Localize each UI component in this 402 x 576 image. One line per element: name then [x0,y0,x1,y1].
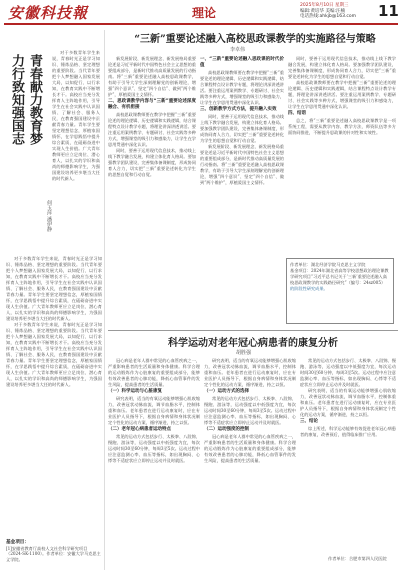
top-article-col1 [108,56,196,328]
left-article-paragraph-cont2: 对于多数青年学生来说，青春时光正是学习知识、锤炼品格、坚定理想的重要阶段。当代青年要把个人梦想融入国家发展大局，以知促行、以行求知，在教育实践中不断增长才干。高校应当充分发挥育人主阵地作用，引导学生在社会实践中认识国情、了解社会、服务人民，在教育强国建设中贡献青春力量。青年学生要坚定理想信念，厚植家国情怀，在学思践悟中提升综合素质，在砥砺奋进中实现人生价值。广大青年教师更应立足岗位、潜心育人，以扎实的学识和高尚的师德影响学生，为强国建设培养更多堪当大任的时代新人。 [6,322,102,387]
mid-article-para-a: 冠心病是老年人群中常见的心血管疾病之一，严重影响患者的生活质量和身体健康。科学合理的运动锻炼作为心脏康复的重要组成部分，能够有效改善患者的心肺功能，降低心血管事件的发生风险，提高患者的生活质量。 [108,358,200,387]
mid-article-para-d: 综上所述，科学运动能够有效促进老年冠心病患者的康复，改善预后，值得临床推广应用。 [300,426,396,437]
mid-article-col1 [108,358,200,572]
mid-article-author: 胡胜强 [236,350,252,356]
top-article-subhead-1: 一、“三新”重要论述融入思政课的时代价值 [200,57,284,68]
top-article-para-c: 同时，要善于运用现代信息技术，推动线上线下教学融合发展，构建立体化育人格局。要加强教学团队建设，完善集体备课制度，形成协同育人合力，切实把“三新”重要论述转化为学生的思想自觉和行动自觉。 [108,148,196,177]
mid-article-col3 [300,358,396,554]
mid-article-subhead-1: （一）科学运动与心脏康复 [108,389,162,394]
left-article-title-line2: 青春献力教育梦 [27,54,42,145]
left-article-byline: 何玉萍 潘伊静 [46,200,52,232]
left-article-title-line1: 力行致知强国志 [9,54,24,145]
top-article-para-c3: 同时，要善于运用现代信息技术，推动线上线下教学融合发展，构建立体化育人格局。要加强教学团队建设，完善集体备课制度，形成协同育人合力，切实把“三新”重要论述转化为学生的思想自觉和行动自觉。 [288,56,396,79]
mid-article-para-c2: 常见的运动方式包括步行、太极拳、八段锦、慢跑、游泳等，运动强度以中低强度为宜，每次运动时间30至60分钟，每周3至5次。运动过程中应注意监测心率、血压等指标，如出现胸闷、心悸等不适症状应立即停止运动并及时就医。 [204,396,296,425]
column-divider [104,30,105,570]
top-article-author: 李卓伟 [230,47,246,53]
mid-article-subhead-3: （一）运动方式的选择 [204,389,249,394]
top-article-para-b3: 高校思政课教师要在教学中把握“三新”重要论述的理论逻辑、历史逻辑和实践逻辑，结合课程特点设计教学专题，将理论讲深讲透讲活。要注重运用案例教学、专题研讨、社会实践等多种方式，增强课堂的吸引力和感染力，让学生在学思用贯通中深化认识。 [288,80,396,109]
author-info-box [286,258,394,324]
mid-article-para-b: 研究表明，适当的有氧运动能够增强心肌收缩力，改善冠状动脉血流，调节血脂水平，控制体重和血压。老年患者在进行运动康复时，应在专业医护人员指导下，根据自身病情和身体状况制定个性化的运动方案，循序渐进，持之以恒。 [108,396,200,425]
issue-date: 2025年8月10日 星期三 [300,3,349,8]
top-article-para-a: 新发展阶段、新发展理念、新发展格局重要论述是习近平新时代中国特色社会主义思想的重要组成部分，是新时代推动高质量发展的行动指南。将“三新”重要论述融入高校思政课教学，有助于引导大学生深刻理解党的创新理论，增强“四个意识”、坚定“四个自信”、做到“两个维护”，厚植爱国主义情怀。 [108,56,196,97]
mid-article-col2 [204,358,296,572]
top-article-subhead-2: 二、思政课教学内容与“三新”重要论述深度融合、有机衔接 [108,99,196,110]
top-article-col3 [288,56,396,254]
section-title: 理论 [192,6,217,20]
fund-highlight: 的阶段性研究成果。 [290,286,328,291]
mid-article-subhead-5: 三、结论 [300,419,318,424]
author-unit: 作者单位：湖北经济学院马克思主义学院 [290,262,366,267]
top-article-para-b2: 高校思政课教师要在教学中把握“三新”重要论述的理论逻辑、历史逻辑和实践逻辑，结合课程特点设计教学专题，将理论讲深讲透讲活。要注重运用案例教学、专题研讨、社会实践等多种方式，增强课堂的吸引力和感染力，让学生在学思用贯通中深化认识。 [200,70,284,105]
section-divider [108,330,398,331]
top-article-para-d: 总之，将“三新”重要论述融入高校思政课教学是一项系统工程，需要从教学内容、教学方法、师资队伍等多方面协同推进，不断提升思政课的针对性和实效性。 [288,118,396,135]
top-article-para-a2: 新发展阶段、新发展理念、新发展格局重要论述是习近平新时代中国特色社会主义思想的重要组成部分，是新时代推动高质量发展的行动指南。将“三新”重要论述融入高校思政课教学，有助于引导大学生深刻理解党的创新理论，增强“四个意识”、坚定“四个自信”、做到“两个维护”，厚植爱国主义情怀。 [200,144,284,185]
mid-article-para-c3: 常见的运动方式包括步行、太极拳、八段锦、慢跑、游泳等，运动强度以中低强度为宜，每次运动时间30至60分钟，每周3至5次。运动过程中应注意监测心率、血压等指标，如出现胸闷、心悸等不适症状应立即停止运动并及时就医。 [300,358,396,387]
top-article-title: “三新”重要论述融入高校思政课教学的实施路径与策略 [134,34,376,45]
masthead [0,0,402,24]
issue-meta [300,3,380,20]
left-article-footnote [6,540,102,572]
header-rule [4,23,398,25]
mid-article-subhead-4: （二）运动强度的控制 [204,427,249,432]
left-article-paragraph-cont: 对于多数青年学生来说，青春时光正是学习知识、锤炼品格、坚定理想的重要阶段。当代青年要把个人梦想融入国家发展大局，以知促行、以行求知，在教育实践中不断增长才干。高校应当充分发挥育人主阵地作用，引导学生在社会实践中认识国情、了解社会、服务人民，在教育强国建设中贡献青春力量。青年学生要坚定理想信念，厚植家国情怀，在学思践悟中提升综合素质，在砥砺奋进中实现人生价值。广大青年教师更应立足岗位、潜心育人，以扎实的学识和高尚的师德影响学生，为强国建设培养更多堪当大任的时代新人。 [6,256,102,321]
mid-article-title: 科学运动对老年冠心病患者的康复分析 [168,338,338,349]
newspaper-logo: 安徽科技報 [8,4,89,22]
mid-article-subhead-2: （二）老年冠心病患者运动特点 [108,427,171,432]
mid-article-author-note: 作者单位：合肥市第四人民医院 [328,556,387,561]
mid-article-para-b3: 研究表明，适当的有氧运动能够增强心肌收缩力，改善冠状动脉血流，调节血脂水平，控制体重和血压。老年患者在进行运动康复时，应在专业医护人员指导下，根据自身病情和身体状况制定个性化的运动方案，循序渐进，持之以恒。 [300,388,396,417]
fund-info: 基金项目：2024年湖北省高等学校思想政治理论课教学研究项目“习近平总书记关于‘三新’重要论述融入高校思政课教学的实践路径研究”（编号：24sz005） [290,268,389,285]
mid-article-para-c: 常见的运动方式包括步行、太极拳、八段锦、慢跑、游泳等，运动强度以中低强度为宜，每次运动时间30至60分钟，每周3至5次。运动过程中应注意监测心率、血压等指标，如出现胸闷、心悸等不适症状应立即停止运动并及时就医。 [108,434,200,463]
footnote-text: [1]安徽省教育厅高校人文社会科学研究项目（2024-SK-1100）。作者单位：安徽大学马克思主义学院。 [6,545,101,562]
contact-line: 电话热线:ahkjb@163.com [300,14,356,19]
left-article-paragraph: 对于多数青年学生来说，青春时光正是学习知识、锤炼品格、坚定理想的重要阶段。当代青年要把个人梦想融入国家发展大局，以知促行、以行求知，在教育实践中不断增长才干。高校应当充分发挥育人主阵地作用，引导学生在社会实践中认识国情、了解社会、服务人民，在教育强国建设中贡献青春力量。青年学生要坚定理想信念，厚植家国情怀，在学思践悟中提升综合素质，在砥砺奋进中实现人生价值。广大青年教师更应立足岗位、潜心育人，以扎实的学识和高尚的师德影响学生，为强国建设培养更多堪当大任的时代新人。 [52,50,100,181]
page-number: 11 [378,2,399,20]
footnote-title: 基金项目： [6,540,29,545]
top-article-para-b: 高校思政课教师要在教学中把握“三新”重要论述的理论逻辑、历史逻辑和实践逻辑，结合课程特点设计教学专题，将理论讲深讲透讲活。要注重运用案例教学、专题研讨、社会实践等多种方式，增强课堂的吸引力和感染力，让学生在学思用贯通中深化认识。 [108,112,196,147]
editor-line: 编辑:黄培华 美编:汪楠 [300,8,345,14]
top-article-para-c2: 同时，要善于运用现代信息技术，推动线上线下教学融合发展，构建立体化育人格局。要加强教学团队建设，完善集体备课制度，形成协同育人合力，切实把“三新”重要论述转化为学生的思想自觉和行动自觉。 [200,114,284,143]
top-article-col2 [200,56,284,328]
top-article-subhead-4: 四、结语 [288,111,306,116]
mid-article-para-a2: 冠心病是老年人群中常见的心血管疾病之一，严重影响患者的生活质量和身体健康。科学合理的运动锻炼作为心脏康复的重要组成部分，能够有效改善患者的心肺功能，降低心血管事件的发生风险，提高患者的生活质量。 [204,434,296,463]
left-article-body-bottom [6,256,102,536]
top-article-subhead-3: 三、创新教学方式方法，提升融入实效 [200,107,277,112]
left-article-body-top [52,50,100,250]
mid-article-para-b2: 研究表明，适当的有氧运动能够增强心肌收缩力，改善冠状动脉血流，调节血脂水平，控制体重和血压。老年患者在进行运动康复时，应在专业医护人员指导下，根据自身病情和身体状况制定个性化的运动方案，循序渐进，持之以恒。 [204,358,296,387]
